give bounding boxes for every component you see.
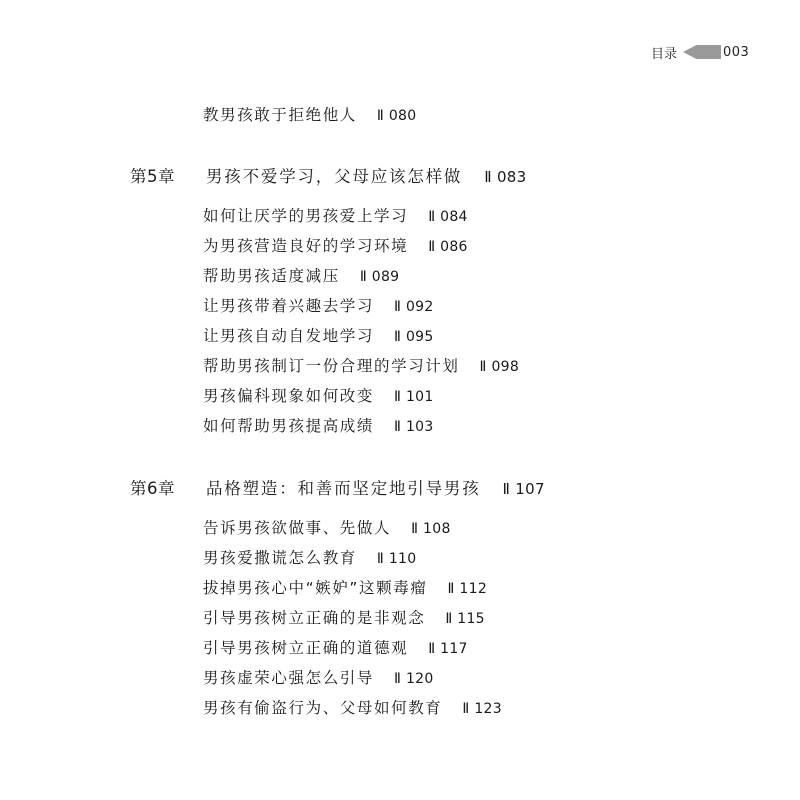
toc-entry[interactable] [203, 264, 399, 286]
toc-entry-page: Ⅱ 086 [428, 239, 468, 255]
header-page-number: 003 [723, 44, 750, 60]
toc-entry-page: Ⅱ 084 [428, 209, 468, 225]
chapter-heading[interactable] [130, 163, 526, 187]
toc-entry-title: 告诉男孩欲做事、先做人 [203, 519, 392, 537]
toc-entry-title: 如何让厌学的男孩爱上学习 [203, 207, 409, 225]
toc-entry[interactable] [203, 324, 434, 346]
chapter-number: 第5章 [130, 167, 175, 186]
toc-entry-title: 男孩虚荣心强怎么引导 [203, 669, 375, 687]
toc-entry[interactable] [203, 204, 468, 226]
toc-entry-page: Ⅱ 115 [445, 611, 485, 627]
toc-entry-title: 男孩爱撒谎怎么教育 [203, 549, 357, 567]
toc-entry-page: Ⅱ 123 [462, 701, 502, 717]
toc-entry-title: 男孩有偷盗行为、父母如何教育 [203, 699, 443, 717]
toc-entry-title: 让男孩带着兴趣去学习 [203, 297, 375, 315]
toc-entry-title: 引导男孩树立正确的道德观 [203, 639, 409, 657]
toc-entry[interactable] [203, 103, 416, 125]
chapter-title: 品格塑造：和善而坚定地引导男孩 [206, 479, 481, 498]
toc-entry-page: Ⅱ 120 [394, 671, 434, 687]
toc-entry-title: 帮助男孩制订一份合理的学习计划 [203, 357, 460, 375]
chapter-page: Ⅱ 107 [502, 480, 545, 498]
header-title: 目录 [651, 46, 678, 62]
toc-entry-page: Ⅱ 117 [428, 641, 468, 657]
toc-entry[interactable] [203, 384, 434, 406]
toc-entry-page: Ⅱ 098 [479, 359, 520, 375]
toc-entry[interactable] [203, 414, 434, 436]
toc-entry-title: 男孩偏科现象如何改变 [203, 387, 375, 405]
toc-entry-page: Ⅱ 103 [394, 419, 434, 435]
chapter-number: 第6章 [130, 479, 175, 498]
toc-entry-page: Ⅱ 101 [394, 389, 434, 405]
toc-entry-title: 帮助男孩适度减压 [203, 267, 340, 285]
toc-entry[interactable] [203, 354, 519, 376]
chapter-title: 男孩不爱学习，父母应该怎样做 [206, 167, 463, 186]
toc-entry-title: 为男孩营造良好的学习环境 [203, 237, 409, 255]
toc-entry-title: 如何帮助男孩提高成绩 [203, 417, 375, 435]
toc-entry[interactable] [203, 516, 451, 538]
toc-entry[interactable] [203, 576, 487, 598]
toc-entry-page: Ⅱ 095 [394, 329, 434, 345]
toc-entry[interactable] [203, 696, 502, 718]
toc-entry[interactable] [203, 546, 416, 568]
toc-entry-page: Ⅱ 092 [394, 299, 434, 315]
toc-entry-title: 拔掉男孩心中“嫉妒”这颗毒瘤 [203, 579, 428, 597]
toc-entry-title: 教男孩敢于拒绝他人 [203, 106, 357, 124]
toc-entry-title: 让男孩自动自发地学习 [203, 327, 375, 345]
chapter-page: Ⅱ 083 [484, 168, 527, 186]
toc-entry-page: Ⅱ 108 [411, 521, 451, 537]
toc-entry-page: Ⅱ 112 [447, 581, 488, 597]
toc-entry-page: Ⅱ 110 [376, 551, 417, 567]
toc-entry[interactable] [203, 294, 434, 316]
toc-entry[interactable] [203, 636, 468, 658]
toc-entry[interactable] [203, 606, 485, 628]
toc-entry-page: Ⅱ 089 [359, 269, 400, 285]
toc-entry[interactable] [203, 234, 468, 256]
toc-entry-page: Ⅱ 080 [376, 108, 417, 124]
toc-entry[interactable] [203, 666, 434, 688]
chapter-heading[interactable] [130, 475, 545, 499]
toc-entry-title: 引导男孩树立正确的是非观念 [203, 609, 426, 627]
